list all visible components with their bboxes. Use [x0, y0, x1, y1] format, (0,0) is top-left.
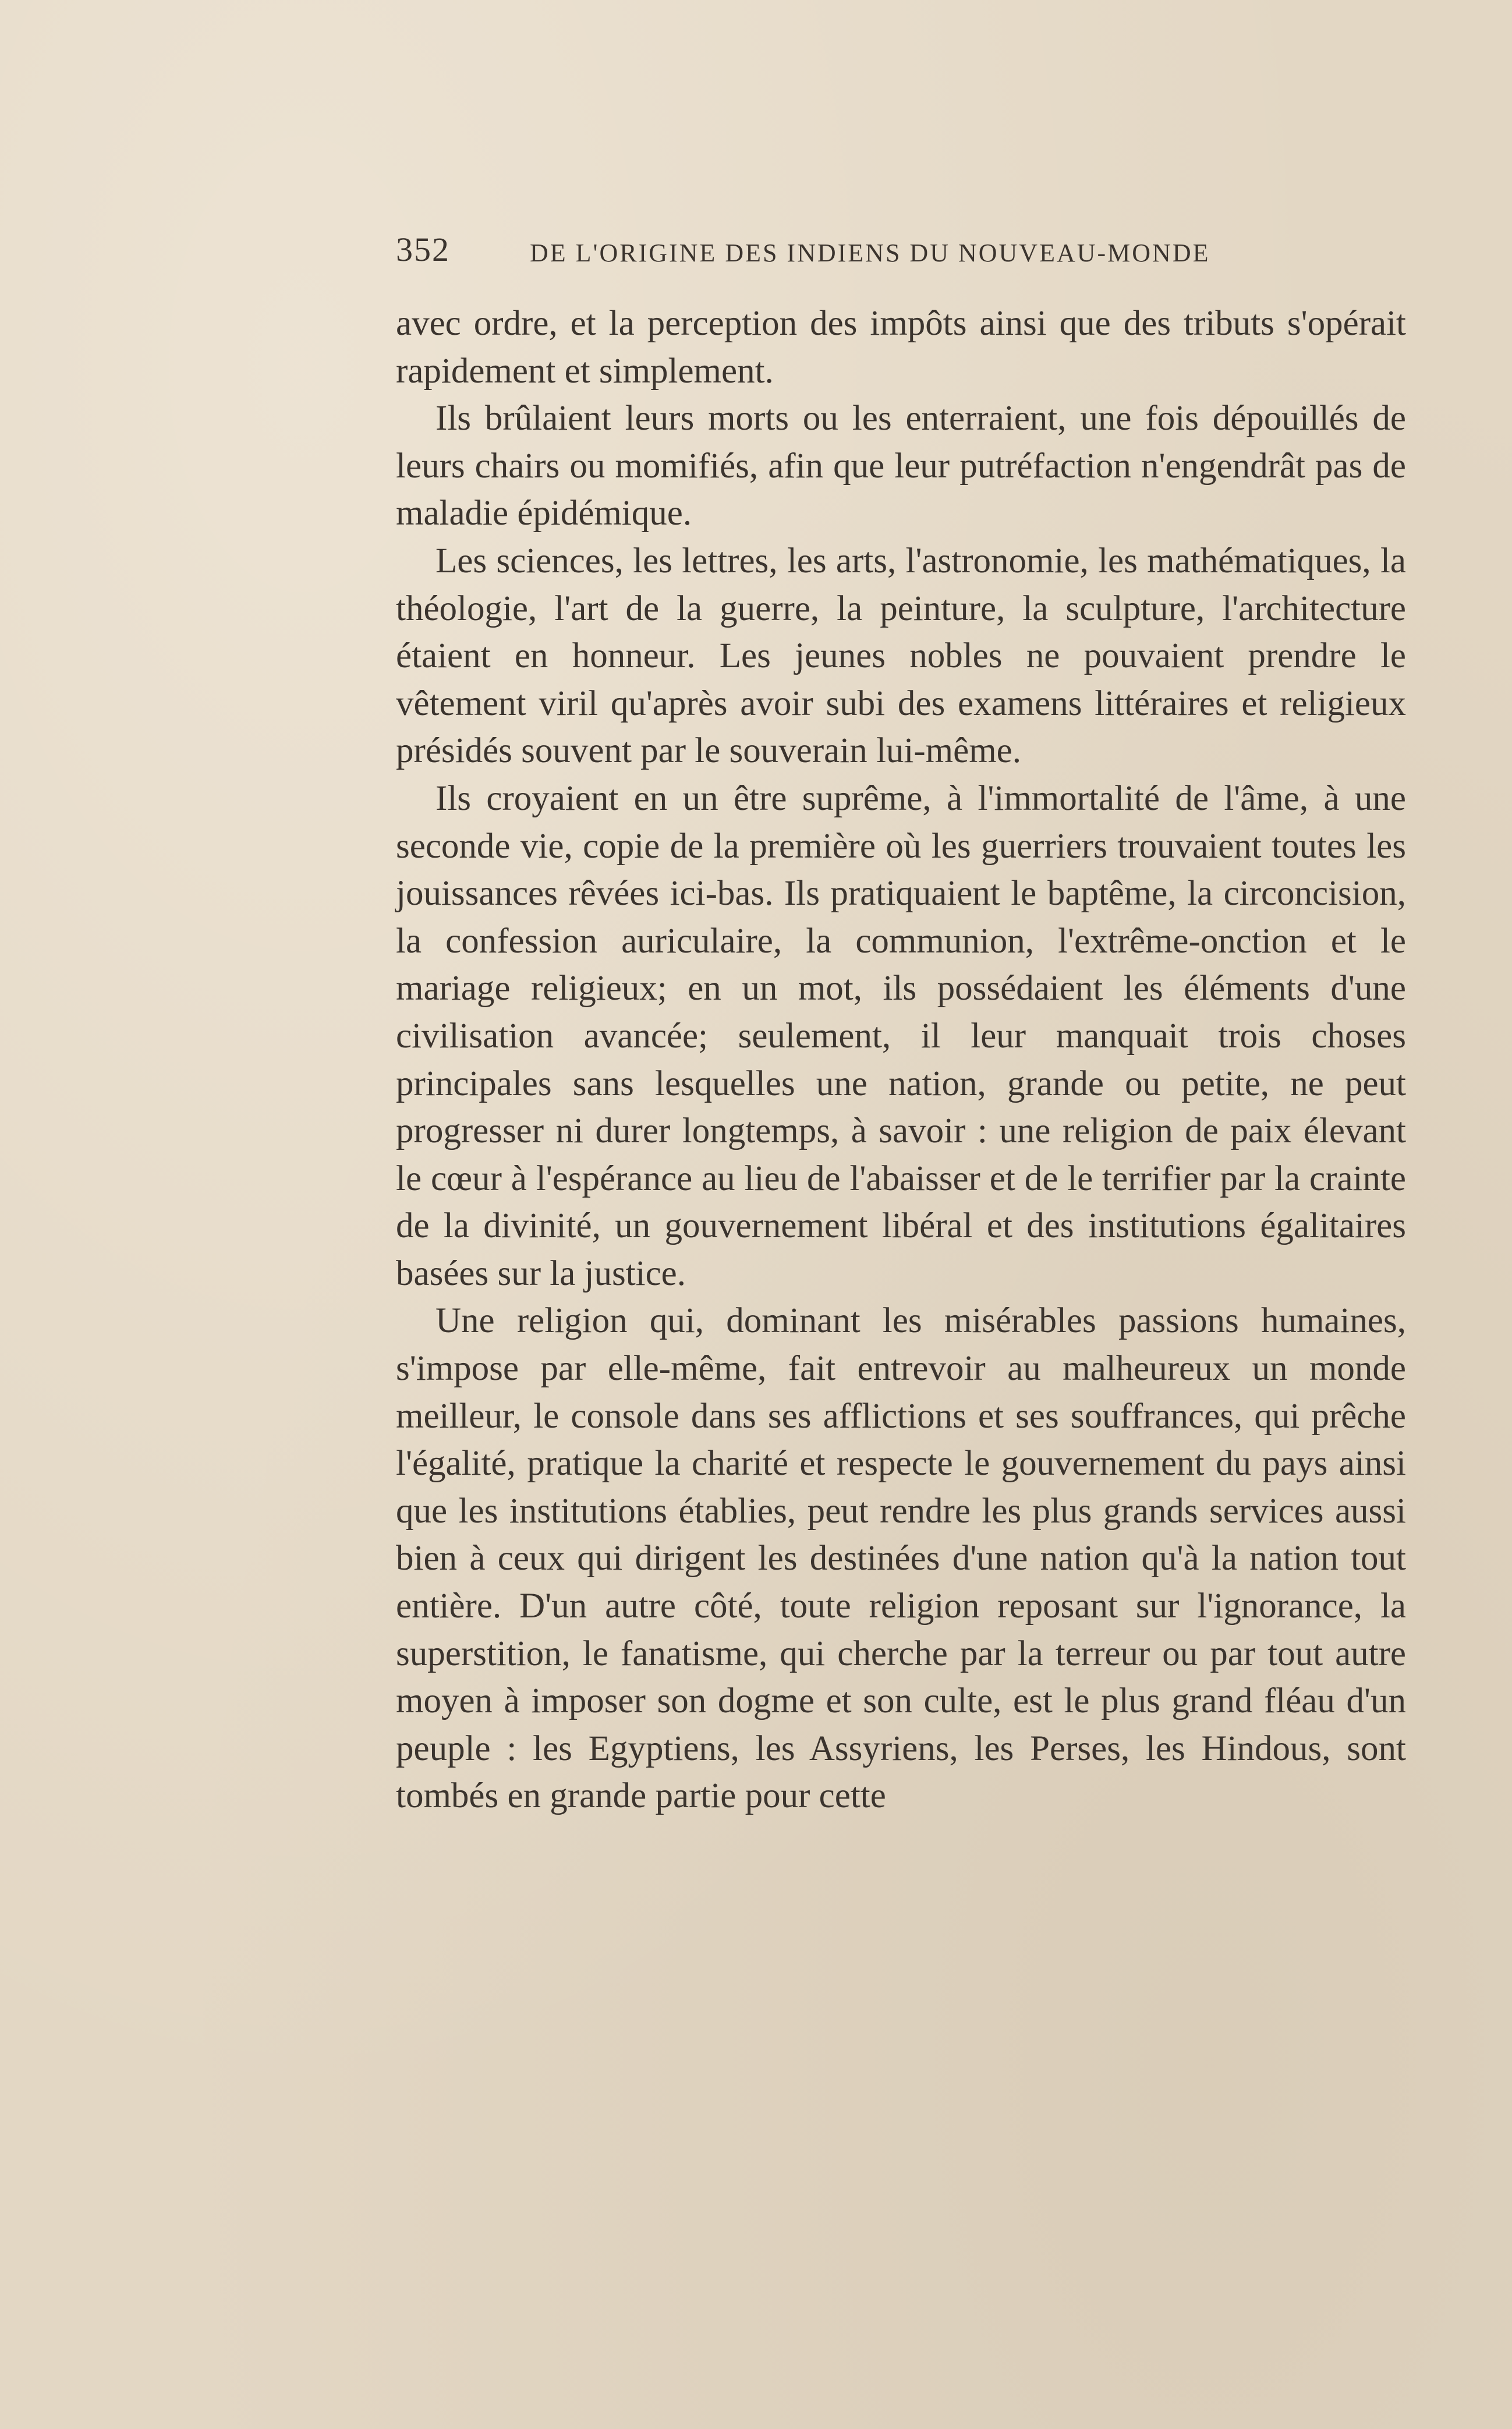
page-number: 352 — [396, 231, 450, 268]
running-title: DE L'ORIGINE DES INDIENS DU NOUVEAU-MONDE — [530, 239, 1210, 267]
paragraph-religion: Une religion qui, dominant les misérables passions humaines, s'impose par elle-même, fait entrevoir au malheureux un monde meilleur, le console dans ses afflictions et ses souffrances, qui prêche l'égalité, pratique la charité et respecte le gouvernement du pays ainsi que les institutions établies, peut rendre les plus grands services aussi bien à ceux qui dirigent les destinées d'une nation qu'à la nation tout entière. D'un autre côté, toute religion reposant sur l'ignorance, la superstition, le fanatisme, qui cherche par la terreur ou par tout autre moyen à imposer son dogme et son culte, est le plus grand fléau d'un peuple : les Egyptiens, les Assyriens, les Perses, les Hindous, sont tombés en grande partie pour cette — [396, 1301, 1406, 1816]
body-text — [396, 300, 1406, 1820]
paragraph-sciences: Les sciences, les lettres, les arts, l'astronomie, les mathématiques, la théologie, l'art de la guerre, la peinture, la sculpture, l'architecture étaient en honneur. Les jeunes nobles ne pouvaient prendre le vêtement viril qu'après avoir subi des examens littéraires et religieux présidés souvent par le souverain lui-même. — [396, 541, 1406, 771]
paragraph-continuation: avec ordre, et la perception des impôts ainsi que des tributs s'opérait rapidement et simplement. — [396, 304, 1406, 391]
page-header — [396, 230, 1406, 271]
book-page — [396, 230, 1406, 1820]
paragraph-burial: Ils brûlaient leurs morts ou les enterraient, une fois dépouillés de leurs chairs ou momifiés, afin que leur putréfaction n'engendrât pas de maladie épidémique. — [396, 399, 1406, 533]
paragraph-beliefs: Ils croyaient en un être suprême, à l'immortalité de l'âme, à une seconde vie, copie de la première où les guerriers trouvaient toutes les jouissances rêvées ici-bas. Ils pratiquaient le baptême, la circoncision, la confession auriculaire, la communion, l'extrême-onction et le mariage religieux; en un mot, ils possédaient les éléments d'une civilisation avancée; seulement, il leur manquait trois choses principales sans lesquelles une nation, grande ou petite, ne peut progresser ni durer longtemps, à savoir : une religion de paix élevant le cœur à l'espérance au lieu de l'abaisser et de le terrifier par la crainte de la divinité, un gouvernement libéral et des institutions égalitaires basées sur la justice. — [396, 778, 1406, 1293]
